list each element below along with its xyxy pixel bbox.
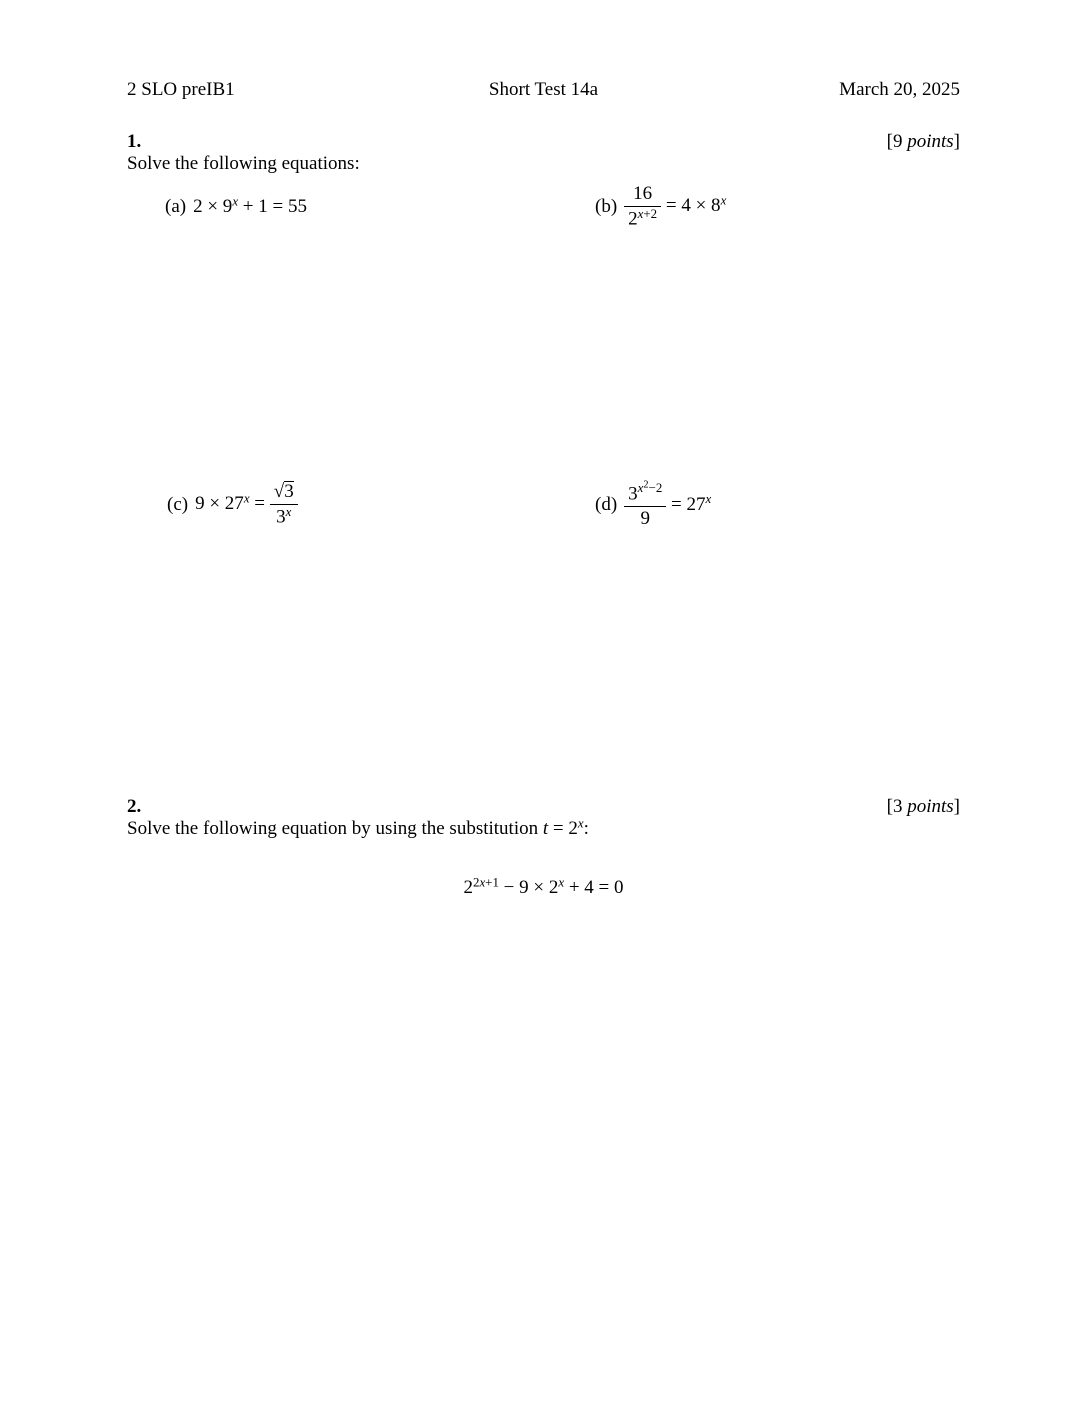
- problem-1-heading: [127, 130, 960, 154]
- header-test-title: Short Test 14a: [488, 79, 599, 100]
- equation-d: [595, 462, 711, 548]
- problem-2-prompt: Solve the following equation by using the substitution $t = 2^x$:: [127, 815, 589, 839]
- problem-2-number: 2.: [127, 796, 142, 817]
- equation-d-label: (d): [595, 494, 618, 516]
- equation-b-math: $\frac{16}{2^{x+2}}$ = $4 \times 8^x$: [624, 182, 726, 231]
- equation-c: [167, 464, 298, 546]
- equation-b-label: (b): [595, 196, 618, 218]
- problem-2-heading: [127, 795, 960, 819]
- equation-a: [165, 179, 307, 235]
- equation-c-math: $9 \times 27^x$ = $\frac{√3}{3^x}$: [195, 480, 298, 529]
- problem-1-prompt: Solve the following equations:: [127, 153, 360, 174]
- equation-d-math: $\frac{3^{x^2-2}}{9}$ = $27^x$: [624, 480, 711, 531]
- problem-1-points-badge: [9 points]: [886, 131, 960, 152]
- problem-2-points-badge: [3 points]: [886, 796, 960, 817]
- header-date: March 20, 2025: [839, 79, 961, 100]
- equation-a-math: $2 \times 9^x + 1 = 55$: [193, 193, 307, 218]
- equation-a-label: (a): [165, 196, 187, 218]
- equation-b: [595, 179, 726, 235]
- problem-1-number: 1.: [127, 131, 142, 152]
- equation-c-label: (c): [167, 494, 189, 516]
- problem-2-equation: $2^{2x+1} - 9 \times 2^x + 4 = 0$: [463, 874, 624, 898]
- header-course: 2 SLO preIB1: [127, 79, 235, 100]
- page-header: [127, 78, 960, 102]
